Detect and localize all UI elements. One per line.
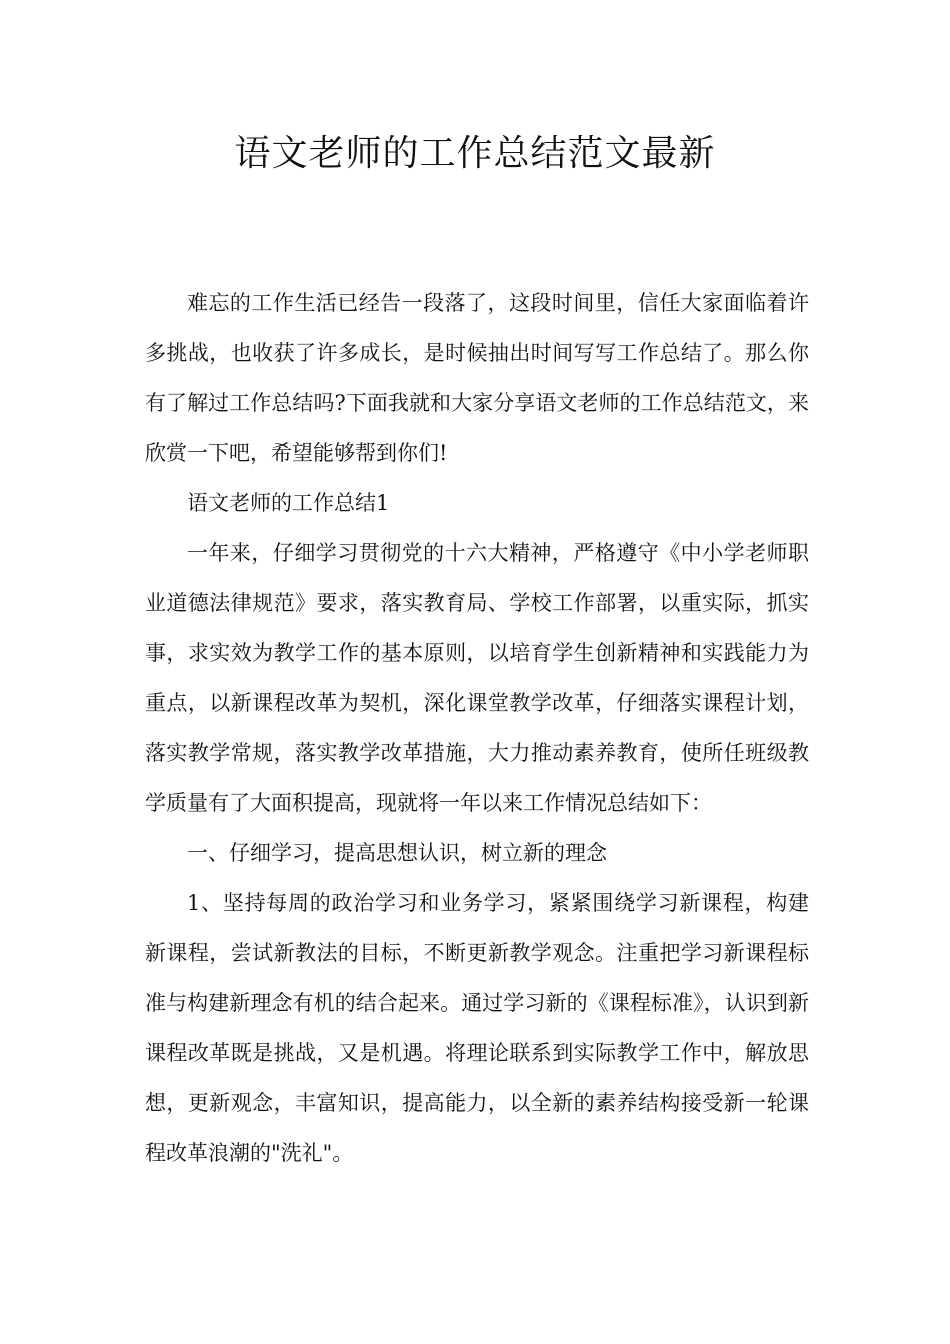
body-paragraph: 一年来，仔细学习贯彻党的十六大精神，严格遵守《中小学老师职业道德法律规范》要求，落实教育局、学校工作部署，以重实际，抓实事，求实效为教学工作的基本原则，以培育学生创新精神和实践能力为重点，以新课程改革为契机，深化课堂教学改革，仔细落实课程计划，落实教学常规，落实教学改革措施，大力推动素养教育，使所任班级教学质量有了大面积提高，现就将一年以来工作情况总结如下： [145, 541, 809, 815]
intro-paragraph: 难忘的工作生活已经告一段落了，这段时间里，信任大家面临着许多挑战，也收获了许多成长，是时候抽出时间写写工作总结了。那么你有了解过工作总结吗?下面我就和大家分享语文老师的工作总结范文，来欣赏一下吧，希望能够帮到你们! [145, 291, 809, 465]
body-paragraph: 1、坚持每周的政治学习和业务学习，紧紧围绕学习新课程，构建新课程，尝试新教法的目标，不断更新教学观念。注重把学习新课程标准与构建新理念有机的结合起来。通过学习新的《课程标准》，认识到新课程改革既是挑战，又是机遇。将理论联系到实际教学工作中，解放思想，更新观念，丰富知识，提高能力，以全新的素养结构接受新一轮课程改革浪潮的"洗礼"。 [145, 891, 809, 1165]
subsection-heading: 一、仔细学习，提高思想认识，树立新的理念 [187, 841, 607, 865]
document-body [145, 278, 809, 1178]
document-title: 语文老师的工作总结范文最新 [234, 133, 716, 174]
section-heading-summary-1: 语文老师的工作总结1 [187, 491, 390, 515]
